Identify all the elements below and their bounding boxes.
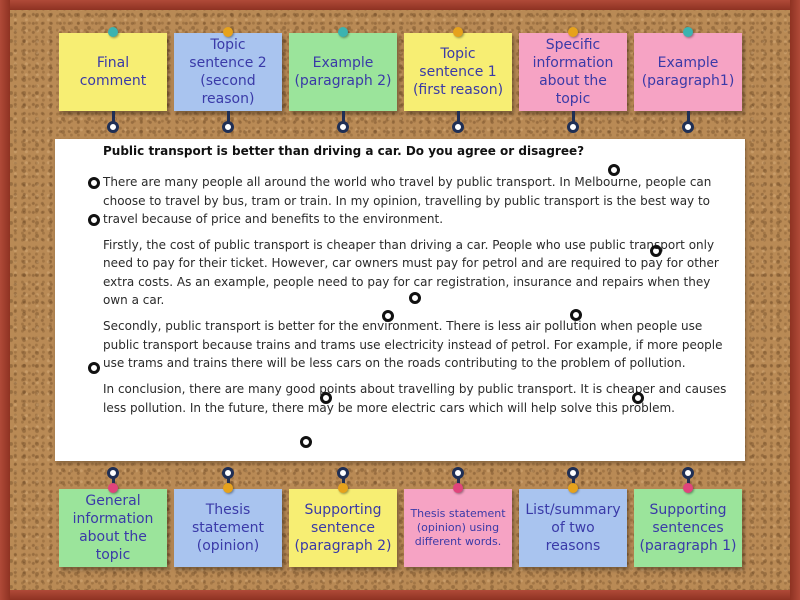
essay-paragraph-conclusion: In conclusion, there are many good points about travelling by public transport. It is cheaper and causes less pollution. In the future, there may be more electric cars which will help solve this problem. <box>103 382 727 415</box>
label-text: Thesis statement (opinion) <box>191 501 265 555</box>
label-text: List/summary of two reasons <box>525 501 621 555</box>
drop-slot[interactable] <box>570 309 582 321</box>
drop-slot[interactable] <box>88 214 100 226</box>
hook-icon <box>452 121 464 133</box>
drop-slot[interactable] <box>650 245 662 257</box>
pin-icon <box>223 27 233 37</box>
drop-slot[interactable] <box>382 310 394 322</box>
label-general-information[interactable] <box>59 489 167 567</box>
frame-right <box>790 0 800 600</box>
essay-title: Public transport is better than driving a car. Do you agree or disagree? <box>103 144 585 158</box>
frame-top <box>0 0 800 10</box>
hook-icon <box>222 121 234 133</box>
essay-panel <box>55 139 745 461</box>
label-topic-sentence-2[interactable] <box>174 33 282 111</box>
essay-paragraph-body-2: Secondly, public transport is better for the environment. There is less air pollution when people use public transport because trains and trams use electricity instead of petrol. For example, if more people use trams and trains there will be less cars on the roads contributing to the problem of pollution. <box>103 319 723 370</box>
label-example-paragraph-1[interactable] <box>634 33 742 111</box>
label-text: Supporting sentence (paragraph 2) <box>294 501 392 555</box>
label-text: Topic sentence 2 (second reason) <box>189 36 267 108</box>
label-example-paragraph-2[interactable] <box>289 33 397 111</box>
pin-icon <box>453 483 463 493</box>
label-specific-information[interactable] <box>519 33 627 111</box>
label-topic-sentence-1[interactable] <box>404 33 512 111</box>
drop-slot[interactable] <box>409 292 421 304</box>
label-text: Final comment <box>79 54 147 89</box>
label-text: Thesis statement (opinion) using different words. <box>410 506 506 549</box>
label-text: Example (paragraph 2) <box>294 54 392 89</box>
label-supporting-sentences-paragraph-1[interactable] <box>634 489 742 567</box>
label-summary-of-reasons[interactable] <box>519 489 627 567</box>
label-text: Example (paragraph1) <box>641 54 735 89</box>
hook-icon <box>337 121 349 133</box>
pin-icon <box>568 27 578 37</box>
frame-left <box>0 0 10 600</box>
essay-paragraph-intro: There are many people all around the world who travel by public transport. In Melbourne, people can choose to travel by bus, tram or train. In my opinion, travelling by public transport is the best way to travel because of price and benefits to the environment. <box>103 175 712 226</box>
drop-slot[interactable] <box>632 392 644 404</box>
pin-icon <box>223 483 233 493</box>
label-text: Supporting sentences (paragraph 1) <box>639 501 737 555</box>
pin-icon <box>568 483 578 493</box>
pin-icon <box>108 483 118 493</box>
label-final-comment[interactable] <box>59 33 167 111</box>
hook-icon <box>682 121 694 133</box>
hook-icon <box>107 121 119 133</box>
label-thesis-statement[interactable] <box>174 489 282 567</box>
pin-icon <box>338 483 348 493</box>
pin-icon <box>338 27 348 37</box>
drop-slot[interactable] <box>88 177 100 189</box>
label-supporting-sentence-paragraph-2[interactable] <box>289 489 397 567</box>
drop-slot[interactable] <box>608 164 620 176</box>
label-thesis-restated[interactable] <box>404 489 512 567</box>
label-text: General information about the topic <box>72 492 154 564</box>
essay-paragraph-body-1: Firstly, the cost of public transport is cheaper than driving a car. People who use public transport only need to pay for their ticket. However, car owners must pay for petrol and are required to pay for other extra costs. As an example, people need to pay for car registration, insurance and repairs when they own a car. <box>103 238 719 308</box>
frame-bottom <box>0 590 800 600</box>
pin-icon <box>683 483 693 493</box>
label-text: Topic sentence 1 (first reason) <box>412 45 504 99</box>
pin-icon <box>453 27 463 37</box>
drop-slot[interactable] <box>320 392 332 404</box>
pin-icon <box>683 27 693 37</box>
hook-icon <box>567 121 579 133</box>
drop-slot[interactable] <box>300 436 312 448</box>
pin-icon <box>108 27 118 37</box>
label-text: Specific information about the topic <box>532 36 614 108</box>
drop-slot[interactable] <box>88 362 100 374</box>
